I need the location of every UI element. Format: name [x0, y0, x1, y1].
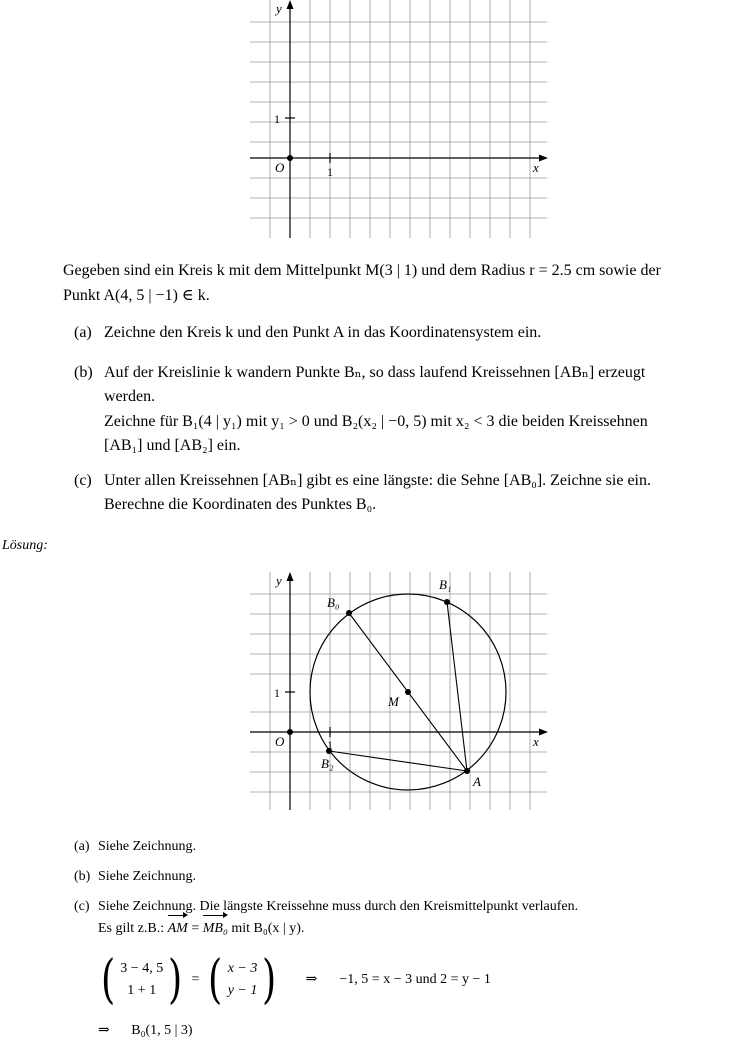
- x-axis-arrow: [539, 155, 548, 162]
- component-equations: −1, 5 = x − 3 und 2 = y − 1: [339, 972, 491, 987]
- solution-label: (b): [74, 869, 91, 884]
- intro-line-1: Gegeben sind ein Kreis k mit dem Mittelpunkt M(3 | 1) und dem Radius r = 2.5 cm sowie der: [63, 262, 661, 279]
- solution-text: Siehe Zeichnung.: [98, 839, 196, 854]
- solution-text: Siehe Zeichnung. Die längste Kreissehne muss durch den Kreismittelpunkt verlaufen.: [98, 899, 579, 914]
- y-tick-label: 1: [274, 686, 280, 700]
- task-label: (a): [74, 324, 92, 341]
- vector-am: AM: [168, 918, 188, 940]
- result-b0: B₀(1, 5 | 3): [131, 1023, 193, 1038]
- x-tick-label: 1: [327, 165, 333, 179]
- label-m: M: [388, 694, 399, 709]
- task-label: (c): [74, 472, 92, 489]
- mit-text: mit B₀(x | y).: [231, 921, 305, 936]
- task-text: Unter allen Kreissehnen [ABₙ] gibt es eine längste: die Sehne [AB₀]. Zeichne sie ein.: [104, 472, 651, 489]
- es-gilt-text: Es gilt z.B.:: [98, 921, 165, 936]
- task-text: werden.: [104, 388, 156, 405]
- label-a: A: [473, 774, 481, 789]
- vector-mb0: MB₀: [203, 918, 228, 940]
- grid: [250, 0, 547, 238]
- origin-label: O: [275, 734, 285, 749]
- vector-left-bottom: 1 + 1: [127, 983, 157, 998]
- y-axis-label: y: [276, 1, 282, 16]
- point-b0: [346, 610, 352, 616]
- point-m: [405, 689, 411, 695]
- solution-label: (a): [74, 839, 90, 854]
- origin-point: [287, 729, 293, 735]
- vector-equation: [98, 952, 491, 1008]
- solution-coordinate-system: [245, 572, 555, 814]
- x-axis-label: x: [533, 160, 539, 175]
- vector-left-top: 3 − 4, 5: [120, 961, 164, 976]
- point-a: [464, 768, 470, 774]
- final-result: [98, 1020, 193, 1042]
- task-label: (b): [74, 364, 93, 381]
- task-text: Auf der Kreislinie k wandern Punkte Bₙ, so dass laufend Kreissehnen [ABₙ] erzeugt: [104, 364, 646, 381]
- origin-point: [287, 155, 293, 161]
- grid: [250, 572, 547, 810]
- equals-sign: =: [191, 972, 200, 987]
- vector-right-bottom: y − 1: [227, 983, 258, 998]
- task-text: Zeichne den Kreis k und den Punkt A in das Koordinatensystem ein.: [104, 324, 542, 341]
- x-axis-label: x: [533, 734, 539, 749]
- solution-label: (c): [74, 899, 90, 914]
- x-axis-arrow: [539, 729, 548, 736]
- equals-sign: =: [191, 921, 200, 936]
- implies-arrow: ⇒: [305, 972, 318, 987]
- task-text: Zeichne für B₁(4 | y₁) mit y₁ > 0 und B₂(x₂ | −0, 5) mit x₂ < 3 die beiden Kreissehnen: [104, 413, 648, 430]
- intro-line-2: Punkt A(4, 5 | −1) ∈ k.: [63, 287, 210, 304]
- column-vector-right: ( x − 3 y − 1 ): [208, 950, 277, 1010]
- label-b0: B₀: [327, 595, 340, 610]
- column-vector-left: ( 3 − 4, 5 1 + 1 ): [101, 950, 183, 1010]
- x-tick-label: 1: [327, 738, 333, 752]
- vector-relation: [98, 918, 304, 940]
- label-b2: B₂: [321, 756, 334, 771]
- solution-text: Siehe Zeichnung.: [98, 869, 196, 884]
- origin-label: O: [275, 160, 285, 175]
- point-b1: [444, 599, 450, 605]
- y-axis-arrow: [287, 572, 294, 581]
- implies-arrow: ⇒: [98, 1023, 110, 1038]
- y-tick-label: 1: [274, 112, 280, 126]
- solution-heading: Lösung:: [2, 538, 48, 553]
- y-axis-label: y: [276, 573, 282, 588]
- task-text: Berechne die Koordinaten des Punktes B₀.: [104, 496, 377, 513]
- label-b1: B₁: [439, 577, 452, 592]
- task-text: [AB₁] und [AB₂] ein.: [104, 437, 241, 454]
- vector-right-top: x − 3: [227, 961, 258, 976]
- empty-coordinate-system: [245, 0, 555, 240]
- y-axis-arrow: [287, 0, 294, 9]
